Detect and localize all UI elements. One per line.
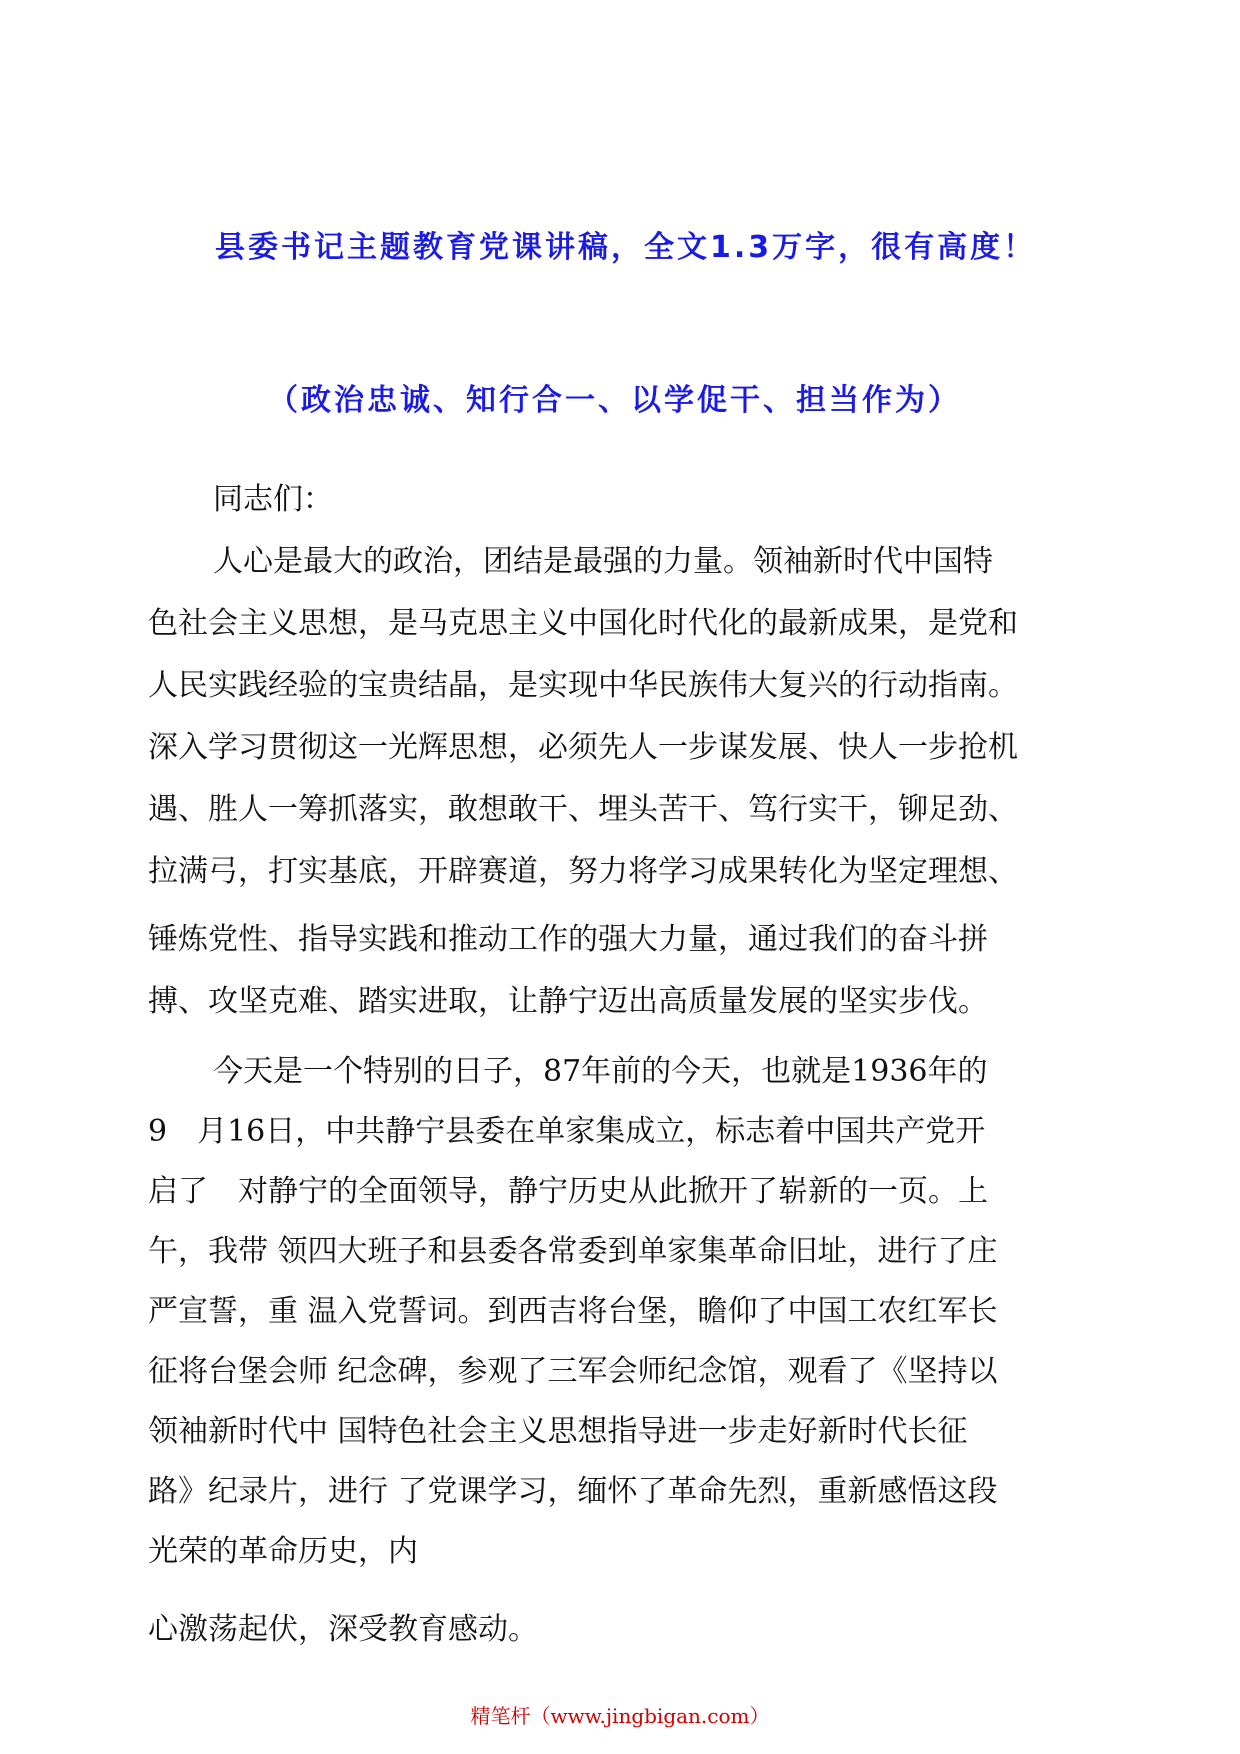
paragraph-line: 人民实践经验的宝贵结晶，是实现中华民族伟大复兴的行动指南。: [148, 668, 1018, 703]
paragraph-line: 9 月16日，中共静宁县委在单家集成立，标志着中国共产党开: [148, 1114, 986, 1149]
paragraph-line: 拉满弓，打实基底，开辟赛道，努力将学习成果转化为坚定理想、: [148, 854, 1018, 889]
paragraph-line: 路》纪录片，进行 了党课学习，缅怀了革命先烈，重新感悟这段: [148, 1474, 998, 1509]
greeting: 同志们：: [213, 482, 333, 517]
paragraph-line: 光荣的革命历史，内: [148, 1534, 418, 1569]
paragraph-line: 深入学习贯彻这一光辉思想，必须先人一步谋发展、快人一步抢机: [148, 730, 1018, 765]
paragraph-line: 色社会主义思想，是马克思主义中国化时代化的最新成果，是党和: [148, 606, 1018, 641]
document-subtitle: （政治忠诚、知行合一、以学促干、担当作为）: [268, 383, 961, 418]
paragraph-line: 午，我带 领四大班子和县委各常委到单家集革命旧址，进行了庄: [148, 1234, 998, 1269]
paragraph-line: 锤炼党性、指导实践和推动工作的强大力量，通过我们的奋斗拼: [148, 922, 988, 957]
paragraph-line: 遇、胜人一筹抓落实，敢想敢干、埋头苦干、笃行实干，铆足劲、: [148, 792, 1018, 827]
paragraph-line: 征将台堡会师 纪念碑，参观了三军会师纪念馆，观看了《坚持以: [148, 1354, 998, 1389]
footer-watermark: 精笔杆（www.jingbigan.com）: [470, 1704, 770, 1728]
paragraph-line: 人心是最大的政治，团结是最强的力量。领袖新时代中国特: [213, 544, 993, 579]
paragraph-line: 心激荡起伏，深受教育感动。: [148, 1612, 538, 1647]
paragraph-line: 今天是一个特别的日子，87年前的今天，也就是1936年的: [213, 1054, 988, 1089]
document-title: 县委书记主题教育党课讲稿，全文1.3万字，很有高度！: [215, 230, 1037, 265]
paragraph-line: 搏、攻坚克难、踏实进取，让静宁迈出高质量发展的坚实步伐。: [148, 984, 988, 1019]
paragraph-line: 启了 对静宁的全面领导，静宁历史从此掀开了崭新的一页。上: [148, 1174, 988, 1209]
paragraph-line: 严宣誓，重 温入党誓词。到西吉将台堡，瞻仰了中国工农红军长: [148, 1294, 998, 1329]
paragraph-line: 领袖新时代中 国特色社会主义思想指导进一步走好新时代长征: [148, 1414, 968, 1449]
